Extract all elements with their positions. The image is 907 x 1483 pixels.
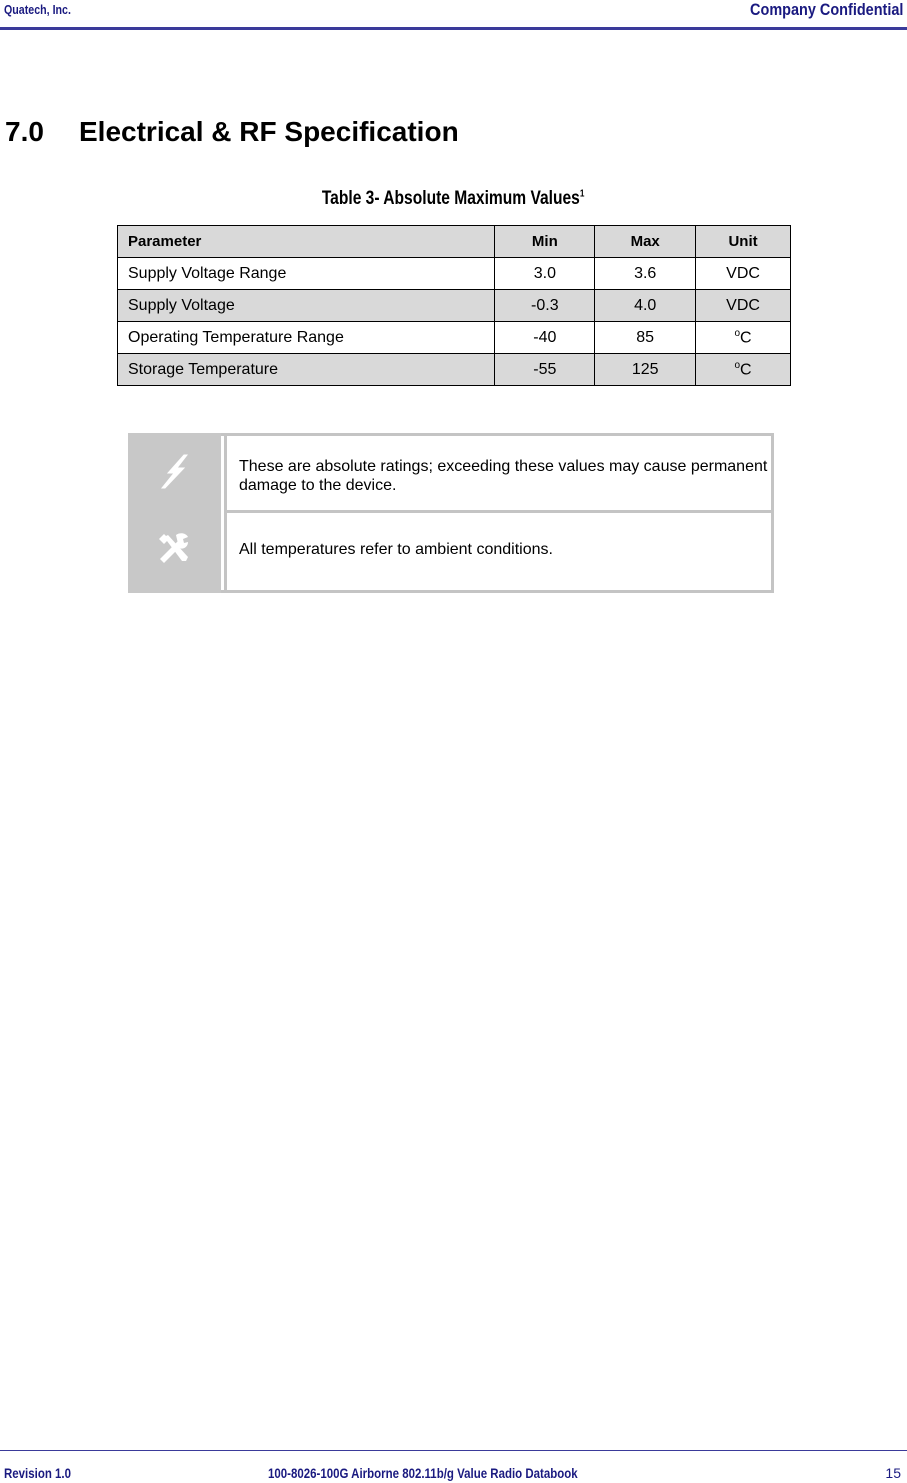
section-number: 7.0 — [5, 116, 44, 147]
cell-unit — [696, 322, 791, 354]
notes-box — [128, 433, 774, 593]
table-header-row — [118, 226, 791, 258]
table-row — [118, 258, 791, 290]
cell-max: 125 — [595, 354, 696, 386]
footer-revision: Revision 1.0 — [4, 1465, 71, 1481]
cell-parameter: Storage Temperature — [118, 354, 495, 386]
column-header-unit: Unit — [696, 226, 791, 258]
column-header-parameter: Parameter — [118, 226, 495, 258]
cell-parameter: Supply Voltage — [118, 290, 495, 322]
cell-unit: VDC — [696, 258, 791, 290]
table-row — [118, 290, 791, 322]
cell-min: 3.0 — [495, 258, 595, 290]
table-row — [118, 354, 791, 386]
footer-page-number: 15 — [885, 1465, 901, 1481]
header-company: Quatech, Inc. — [4, 2, 71, 17]
header-classification: Company Confidential — [749, 0, 903, 19]
table-caption-footnote: 1 — [580, 188, 585, 200]
cell-unit: VDC — [696, 290, 791, 322]
cell-unit — [696, 354, 791, 386]
column-header-min: Min — [495, 226, 595, 258]
lightning-bolt-icon — [154, 451, 194, 491]
cell-min: -40 — [495, 322, 595, 354]
table-caption-text: Table 3- Absolute Maximum Values — [322, 188, 581, 209]
unit-text: C — [740, 361, 752, 379]
note-damage-warning: These are absolute ratings; exceeding these values may cause permanent damage to the device. — [224, 436, 771, 513]
cell-max: 85 — [595, 322, 696, 354]
tools-icon — [154, 529, 194, 569]
degree-symbol: o — [734, 359, 741, 371]
header-rule — [0, 27, 907, 30]
table-row — [118, 322, 791, 354]
unit-text: C — [740, 329, 752, 347]
absolute-maximum-table — [117, 225, 791, 386]
column-header-max: Max — [595, 226, 696, 258]
footer-rule — [0, 1450, 907, 1451]
cell-parameter: Supply Voltage Range — [118, 258, 495, 290]
cell-min: -0.3 — [495, 290, 595, 322]
notes-icon-column — [128, 433, 221, 593]
cell-min: -55 — [495, 354, 595, 386]
footer-document-title: 100-8026-100G Airborne 802.11b/g Value Radio Databook — [268, 1465, 578, 1481]
cell-max: 4.0 — [595, 290, 696, 322]
note-ambient-temperature: All temperatures refer to ambient conditions. — [224, 513, 771, 590]
cell-max: 3.6 — [595, 258, 696, 290]
table-caption — [0, 188, 907, 210]
section-heading — [5, 116, 459, 148]
cell-parameter: Operating Temperature Range — [118, 322, 495, 354]
degree-symbol: o — [734, 327, 741, 339]
section-title: Electrical & RF Specification — [79, 116, 459, 147]
